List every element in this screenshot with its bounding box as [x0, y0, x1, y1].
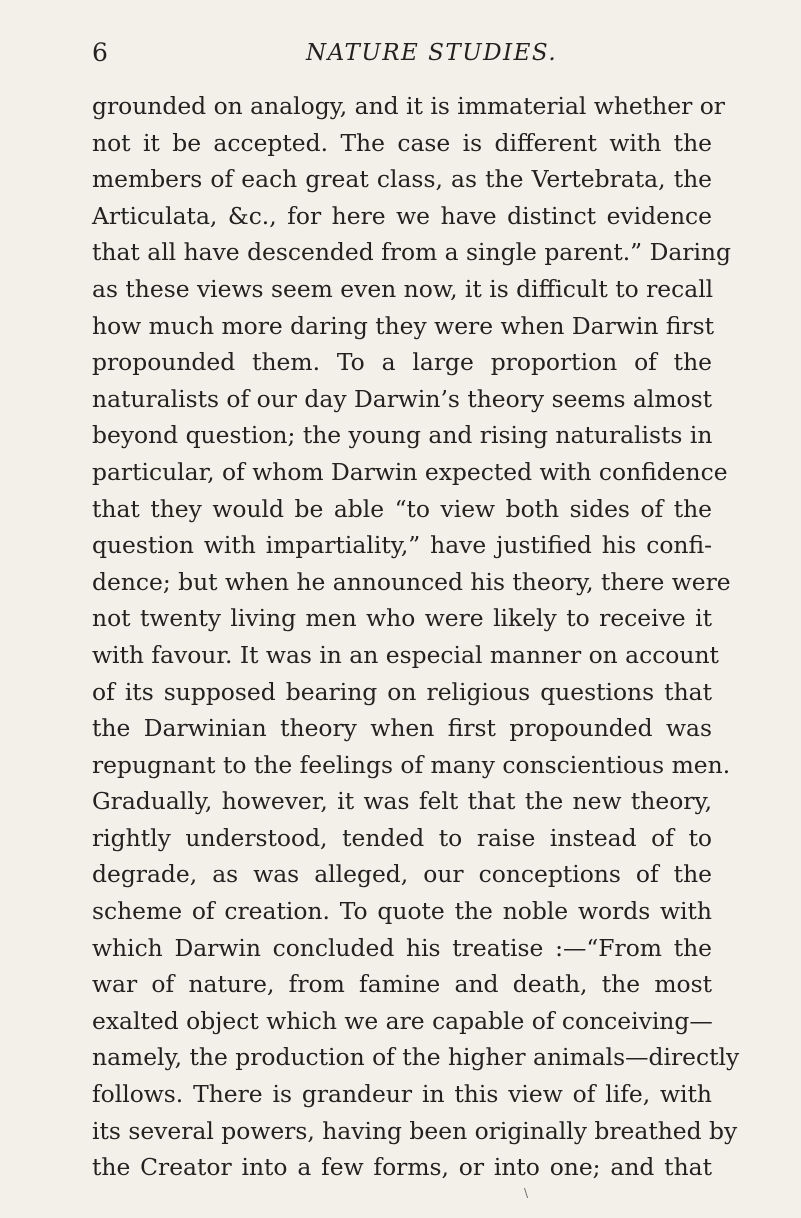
text-line: propounded them. To a large proportion of the [92, 348, 712, 377]
text-line: Gradually, however, it was felt that the new theory, [92, 787, 712, 816]
text-line: its several powers, having been originally breathed by [92, 1116, 738, 1145]
text-line: degrade, as was alleged, our conceptions of the [92, 860, 712, 889]
text-line: of its supposed bearing on religious questions that [92, 677, 712, 706]
text-line: that all have descended from a single parent.” Daring [92, 238, 731, 267]
text-line: as these views seem even now, it is difficult to recall [92, 274, 714, 303]
text-line: exalted object which we are capable of conceiving— [92, 1006, 713, 1035]
text-line: naturalists of our day Darwin’s theory seems almost [92, 384, 712, 413]
running-head [92, 36, 712, 70]
text-line: follows. There is grandeur in this view of life, with [92, 1080, 712, 1109]
text-line: which Darwin concluded his treatise :—“From the [92, 933, 712, 962]
footer-mark: \ [524, 1186, 529, 1200]
text-line: that they would be able “to view both sides of the [92, 494, 712, 523]
text-line: members of each great class, as the Vertebrata, the [92, 165, 712, 194]
text-line: namely, the production of the higher animals—directly [92, 1043, 740, 1072]
text-line: with favour. It was in an especial manner on account [92, 640, 719, 669]
text-line: Articulata, &c., for here we have distinct evidence [92, 201, 712, 230]
text-line: war of nature, from famine and death, the most [92, 970, 712, 999]
text-line: dence; but when he announced his theory, there were [92, 567, 731, 596]
text-line: scheme of creation. To quote the noble words with [92, 897, 712, 926]
text-line: question with impartiality,” have justified his confi- [92, 531, 712, 560]
body-text [92, 88, 740, 1186]
text-line: the Darwinian theory when first propounded was [92, 714, 712, 743]
page-number: 6 [92, 38, 108, 67]
text-line: repugnant to the feelings of many conscientious men. [92, 750, 731, 779]
text-line: not it be accepted. The case is different with the [92, 128, 712, 157]
running-title: NATURE STUDIES. [306, 40, 558, 66]
text-line: not twenty living men who were likely to receive it [92, 604, 712, 633]
text-line: rightly understood, tended to raise instead of to [92, 823, 712, 852]
text-line: grounded on analogy, and it is immaterial whether or [92, 92, 725, 120]
text-line: how much more daring they were when Darwin first [92, 311, 714, 340]
text-line: the Creator into a few forms, or into one; and that [92, 1153, 712, 1182]
text-line: particular, of whom Darwin expected with confidence [92, 457, 728, 486]
text-line: beyond question; the young and rising naturalists in [92, 421, 713, 450]
